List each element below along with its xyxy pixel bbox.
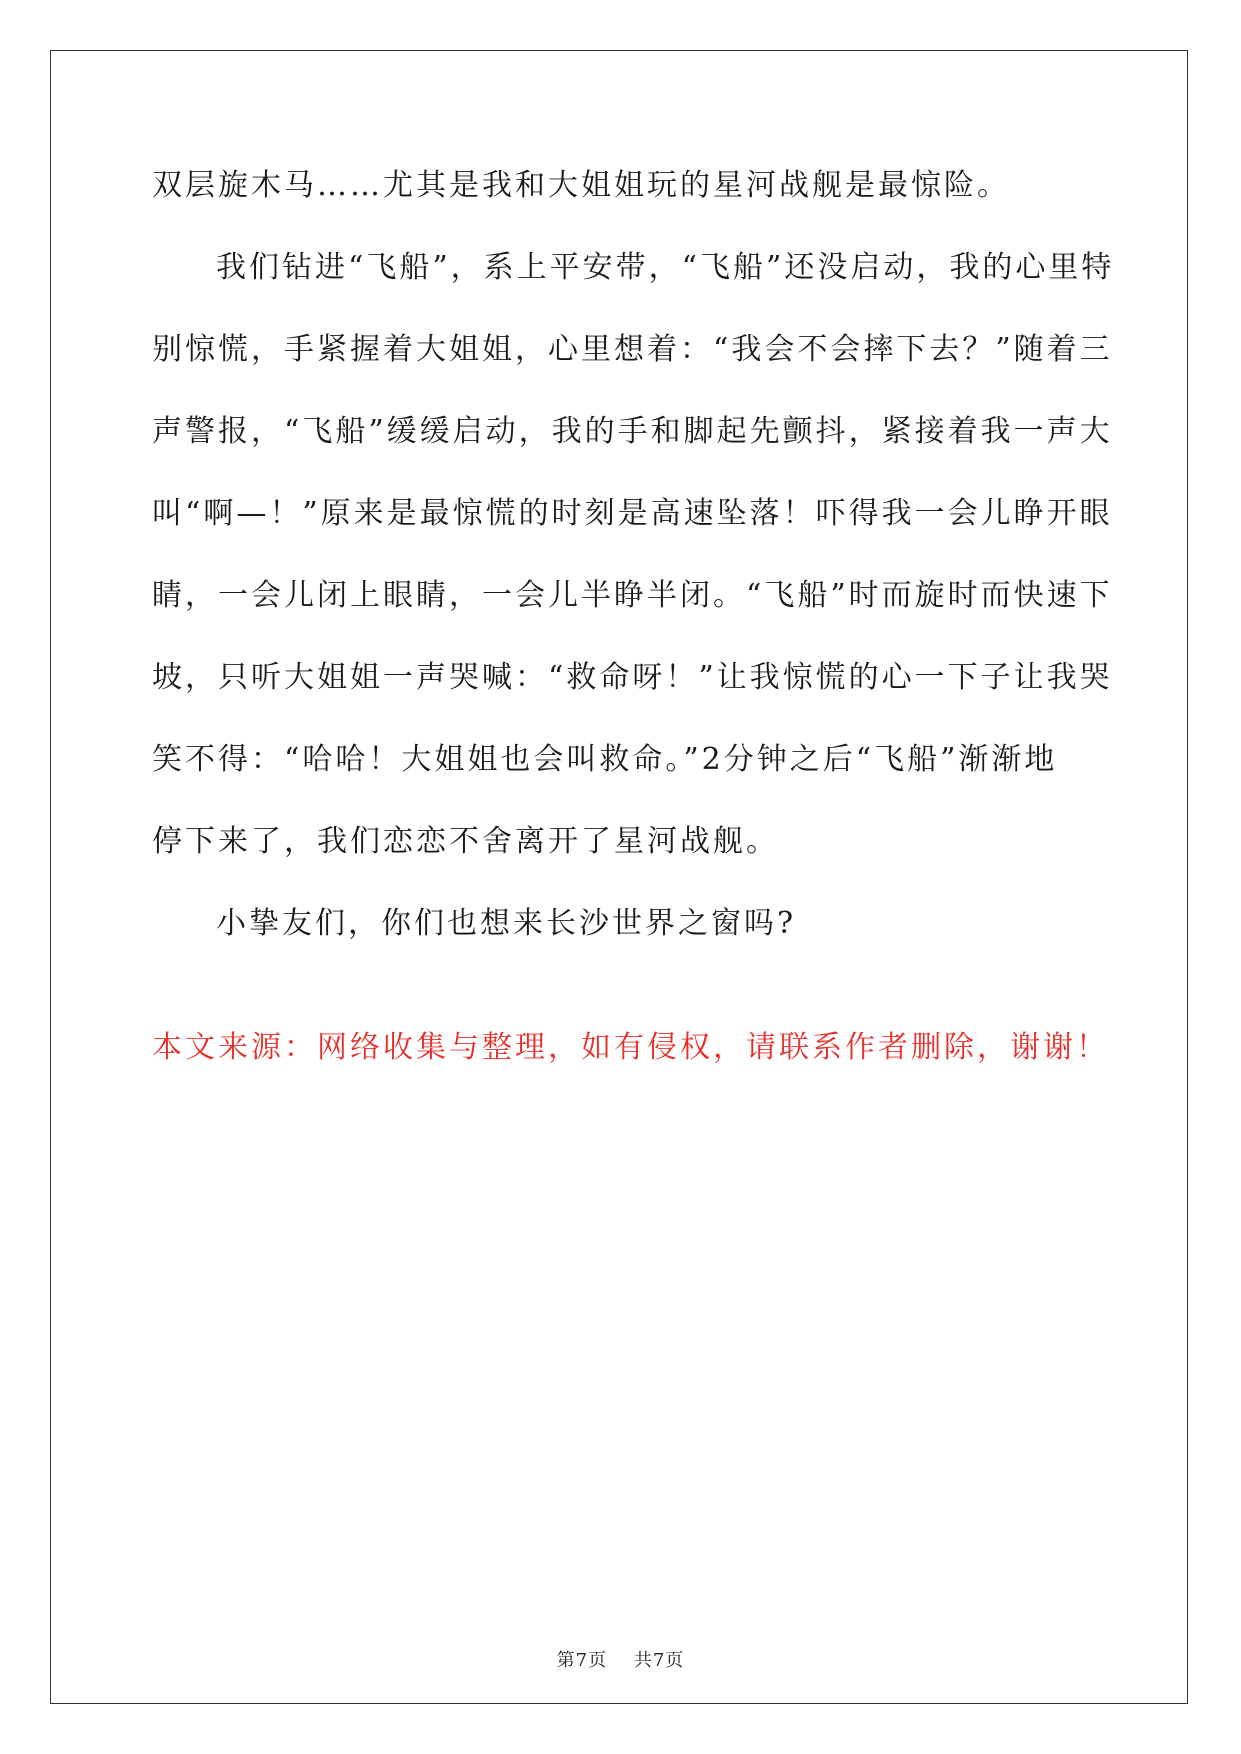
text-line-3: 别惊慌，手紧握着大姐姐，心里想着：“我会不会摔下去？”随着三 — [152, 332, 1113, 367]
text-line-6: 睛，一会儿闭上眼睛，一会儿半睁半闭。“飞船”时而旋时而快速下 — [152, 578, 1113, 613]
source-note: 本文来源：网络收集与整理，如有侵权，请联系作者删除，谢谢！ — [152, 1030, 1109, 1065]
page-footer — [0, 1646, 1241, 1672]
text-line-8: 笑不得：“哈哈！大姐姐也会叫救命。”2分钟之后“飞船”渐渐地 — [152, 742, 1058, 777]
text-line-9: 停下来了，我们恋恋不舍离开了星河战舰。 — [152, 824, 779, 859]
text-line-1: 双层旋木马……尤其是我和大姐姐玩的星河战舰是最惊险。 — [152, 168, 1010, 203]
text-line-10: 小挚友们，你们也想来长沙世界之窗吗? — [216, 906, 797, 941]
document-body — [152, 166, 1115, 1068]
spacer — [152, 986, 1092, 1028]
text-line-5: 叫“啊—！”原来是最惊慌的时刻是高速坠落！吓得我一会儿睁开眼 — [152, 496, 1113, 531]
text-line-4: 声警报，“飞船”缓缓启动，我的手和脚起先颤抖，紧接着我一声大 — [152, 414, 1113, 449]
page-number-total: 共7页 — [633, 1650, 685, 1671]
text-line-2: 我们钻进“飞船”，系上平安带，“飞船”还没启动，我的心里特 — [216, 250, 1115, 285]
page-number-current: 第7页 — [556, 1650, 608, 1671]
text-line-7: 坡，只听大姐姐一声哭喊：“救命呀！”让我惊慌的心一下子让我哭 — [152, 660, 1113, 695]
